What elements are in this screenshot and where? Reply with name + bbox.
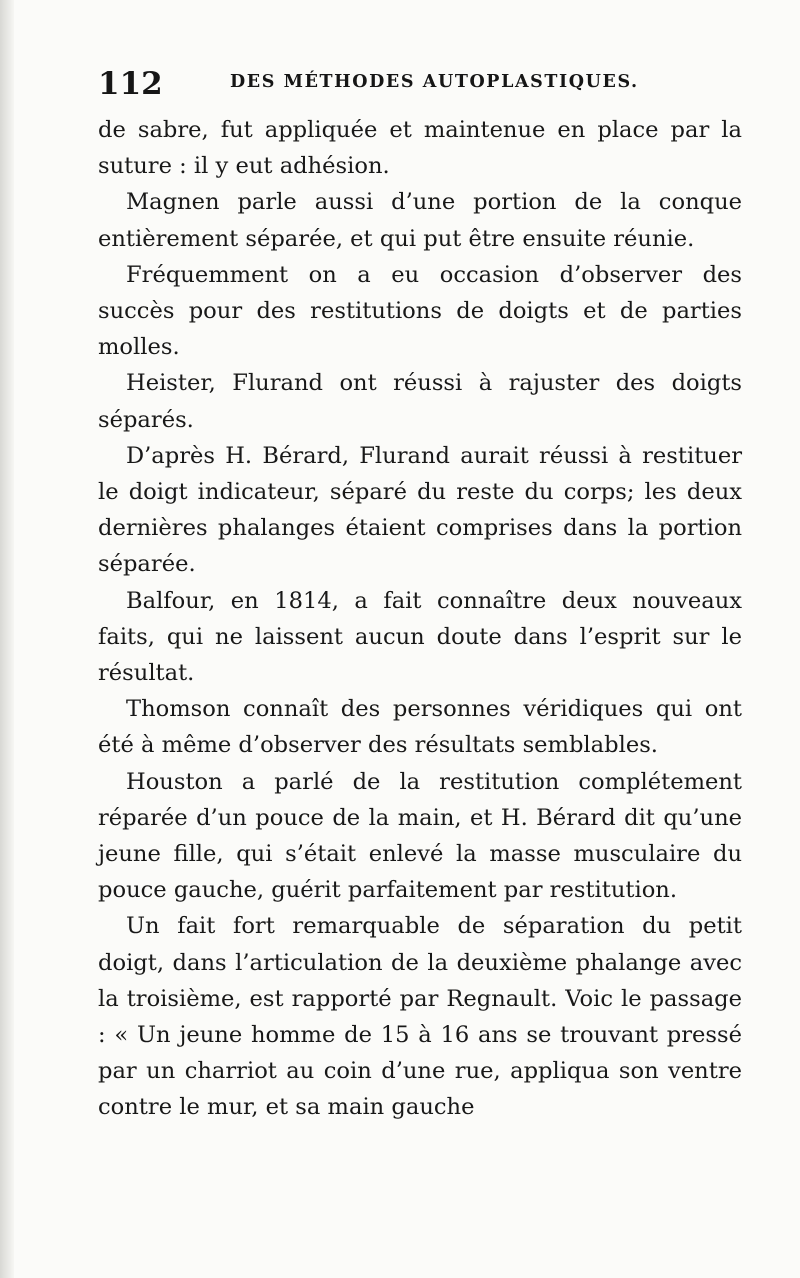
page-edge-shadow: [0, 0, 14, 1278]
body-text: [98, 112, 742, 1126]
running-title: DES MÉTHODES AUTOPLASTIQUES.: [230, 72, 639, 92]
paragraph-7: Thomson connaît des personnes véridiques qui ont été à même d’observer des résultats semblables.: [98, 696, 742, 759]
paragraph-9: Un fait fort remarquable de séparation du petit doigt, dans l’articulation de la deuxième phalange avec la troisième, est rapporté par Regnault. Voic le passage : « Un jeune homme de 15 à 16 ans se trouvant pressé par un charriot au coin d’une rue, appliqua son ventre contre le mur, et sa main gauche: [98, 913, 742, 1121]
paragraph-6: Balfour, en 1814, a fait connaître deux nouveaux faits, qui ne laissent aucun doute dans l’esprit sur le résultat.: [98, 587, 742, 687]
paragraph-1: de sabre, fut appliquée et maintenue en place par la suture : il y eut adhésion.: [98, 117, 742, 180]
paragraph-4: Heister, Flurand ont réussi à rajuster des doigts séparés.: [98, 370, 742, 433]
paragraph-3: Fréquemment on a eu occasion d’observer des succès pour des restitutions de doigts et de parties molles.: [98, 261, 742, 361]
page-number: 112: [98, 66, 163, 102]
paragraph-8: Houston a parlé de la restitution complétement réparée d’un pouce de la main, et H. Bérard dit qu’une jeune fille, qui s’était enlevé la masse musculaire du pouce gauche, guérit parfaitement par restitution.: [98, 768, 742, 904]
paragraph-2: Magnen parle aussi d’une portion de la conque entièrement séparée, et qui put être ensuite réunie.: [98, 189, 742, 252]
paragraph-5: D’après H. Bérard, Flurand aurait réussi à restituer le doigt indicateur, séparé du reste du corps; les deux dernières phalanges étaient comprises dans la portion séparée.: [98, 442, 742, 578]
running-head: [98, 66, 748, 106]
